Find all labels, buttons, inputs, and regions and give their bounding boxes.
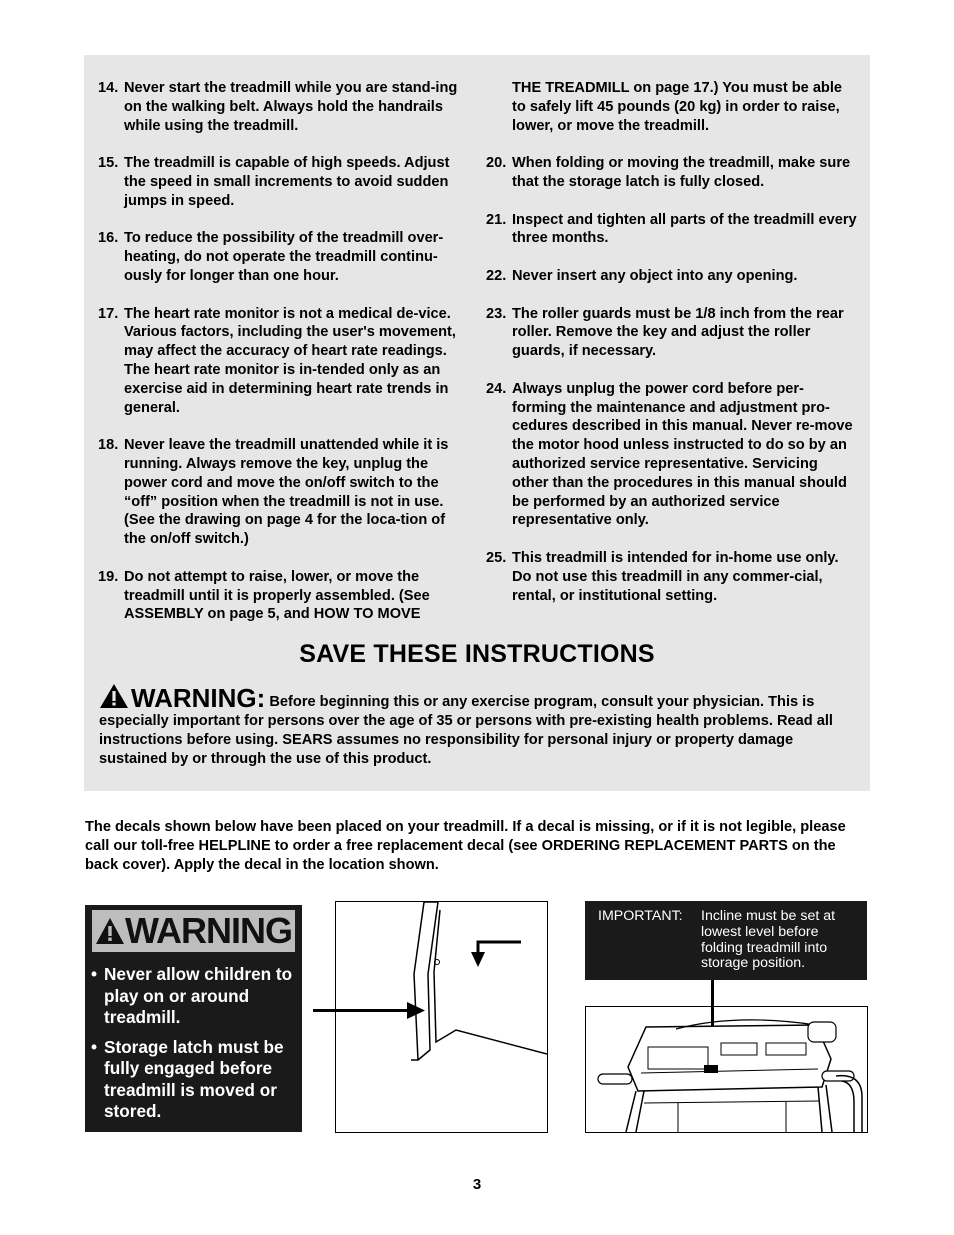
important-label: IMPORTANT: xyxy=(598,908,683,924)
item-19-continuation: THE TREADMILL on page 17.) You must be able to safely lift 45 pounds (20 kg) in order to raise, lower, or move the treadmill. xyxy=(512,80,843,134)
item-text: Always unplug the power cord before per-forming the maintenance and adjustment pro-cedures described in this manual. Never re-move the motor hood unless instructed to do so by an authorized service representative. Servicing other than the procedures in this manual should be performed by an authorized service representative only. xyxy=(512,380,853,529)
item-number: 15. xyxy=(98,155,119,172)
warning-decal-title: WARNING xyxy=(125,910,292,951)
warning-decal xyxy=(85,905,302,1132)
warning-decal-header xyxy=(92,910,295,952)
treadmill-console-illustration xyxy=(585,1006,868,1133)
instruction-item xyxy=(486,305,858,361)
instruction-item xyxy=(98,305,470,418)
instruction-item xyxy=(98,229,470,285)
safety-instructions-panel xyxy=(84,55,870,791)
item-text: Never start the treadmill while you are stand-ing on the walking belt. Always hold the handrails while using the treadmill. xyxy=(124,80,458,134)
item-number: 22. xyxy=(486,267,507,284)
treadmill-console-drawing xyxy=(586,1007,867,1132)
item-number: 16. xyxy=(98,230,119,247)
item-number: 23. xyxy=(486,305,507,322)
item-text: This treadmill is intended for in-home use only. Do not use this treadmill in any commer-cial, rental, or institutional setting. xyxy=(512,549,839,604)
item-number: 21. xyxy=(486,211,507,228)
important-text: Incline must be set at lowest level before folding treadmill into storage position. xyxy=(701,908,836,972)
instruction-item xyxy=(98,436,470,549)
item-text: When folding or moving the treadmill, make sure that the storage latch is fully closed. xyxy=(512,155,851,190)
list-item-text: Never allow children to play on or around treadmill. xyxy=(104,964,293,1027)
instruction-item xyxy=(486,380,858,530)
item-number: 18. xyxy=(98,437,119,454)
instruction-item xyxy=(486,267,858,286)
decal-intro-text: The decals shown below have been placed on your treadmill. If a decal is missing, or if it is not legible, please call our toll-free HELPLINE to order a free replacement decal (see ORDERING REPLACEMENT PARTS on the back cover). Apply the decal in the location shown. xyxy=(85,819,846,873)
instruction-item xyxy=(98,79,470,135)
folded-treadmill-drawing xyxy=(336,902,547,1132)
page-number: 3 xyxy=(472,1176,482,1193)
bullet: • xyxy=(91,964,98,984)
warning-triangle-icon xyxy=(99,683,129,709)
item-text: Do not attempt to raise, lower, or move the treadmill until it is properly assembled. (See ASSEMBLY on page 5, and HOW TO MOVE xyxy=(124,568,430,623)
item-text: Never insert any object into any opening. xyxy=(512,267,798,284)
warning-decal-list xyxy=(85,952,302,1123)
instruction-item xyxy=(486,154,858,192)
item-text: The roller guards must be 1/8 inch from the rear roller. Remove the key and adjust the roller guards, if necessary. xyxy=(512,305,844,360)
item-number: 25. xyxy=(486,549,507,566)
list-item xyxy=(91,964,294,1029)
item-text: The heart rate monitor is not a medical de-vice. Various factors, including the user's movement, may affect the accuracy of heart rate readings. The heart rate monitor is in-tended only as an exercise aid in determining heart rate trends in general. xyxy=(124,305,456,416)
list-item-text: Storage latch must be fully engaged before treadmill is moved or stored. xyxy=(104,1036,284,1121)
item-text: Inspect and tighten all parts of the treadmill every three months. xyxy=(512,211,857,247)
warning-triangle-icon xyxy=(95,917,125,945)
instructions-left-column xyxy=(98,79,470,643)
important-decal xyxy=(585,901,867,980)
bullet: • xyxy=(91,1036,98,1057)
item-number: 24. xyxy=(486,380,507,397)
warning-text: Before beginning this or any exercise program, consult your physician. This is especially important for persons over the age of 35 or persons with pre-existing health problems. Read all instructions before using. SEARS assumes no responsibility for personal injury or property damage sustained by or through the use of this product. xyxy=(99,694,833,767)
item-text: To reduce the possibility of the treadmill over-heating, do not operate the treadmill continu-ously for longer than one hour. xyxy=(124,230,444,284)
warning-paragraph xyxy=(99,683,859,769)
item-number: 17. xyxy=(98,305,119,322)
list-item xyxy=(91,1037,294,1123)
item-text: Never leave the treadmill unattended while it is running. Always remove the key, unplug the power cord and move the on/off switch to the “off” position when the treadmill is not in use. (See the drawing on page 4 for the loca-tion of the on/off switch.) xyxy=(124,437,449,548)
item-number: 20. xyxy=(486,155,507,172)
folded-treadmill-illustration xyxy=(335,901,548,1133)
instruction-item xyxy=(486,211,858,249)
item-text: The treadmill is capable of high speeds. Adjust the speed in small increments to avoid sudden jumps in speed. xyxy=(124,155,450,209)
save-instructions-heading: SAVE THESE INSTRUCTIONS xyxy=(299,640,655,668)
instruction-item xyxy=(98,154,470,210)
warning-title: WARNING: xyxy=(131,683,266,713)
item-number: 14. xyxy=(98,80,119,96)
instruction-item xyxy=(486,549,858,605)
instruction-item xyxy=(98,568,470,624)
instructions-right-column xyxy=(486,79,858,624)
item-number: 19. xyxy=(98,568,119,585)
